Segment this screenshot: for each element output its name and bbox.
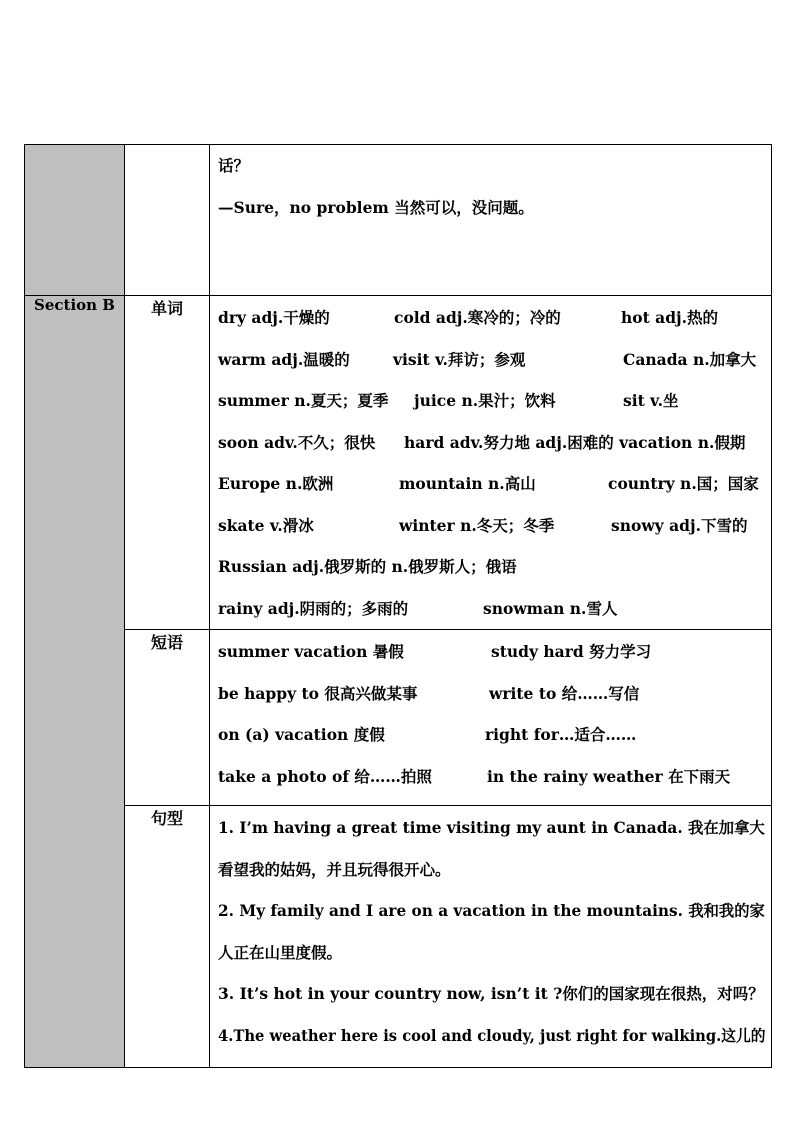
phrases-content-cell (210, 630, 772, 806)
vocab-entry: juice n.果汁；饮料 (414, 391, 556, 410)
sentence-line: 人正在山里度假。 (218, 942, 343, 962)
phrase-entry: in the rainy weather 在下雨天 (487, 766, 731, 786)
sentence-line: 2. My family and I are on a vacation in the mountains. 我和我的家 (218, 901, 765, 920)
vocab-content-cell (210, 296, 772, 630)
vocab-entry: skate v.滑冰 (218, 515, 314, 535)
vocab-entry: warm adj.温暖的 (218, 349, 350, 369)
section-table (24, 144, 772, 1068)
vocab-entry: rainy adj.阴雨的；多雨的 (218, 598, 409, 618)
vocab-entry: Russian adj.俄罗斯的 n.俄罗斯人；俄语 (218, 557, 517, 576)
phrase-entry: summer vacation 暑假 (218, 642, 404, 661)
vocab-entry: Canada n.加拿大 (623, 349, 757, 369)
phrase-line (218, 631, 765, 673)
vocab-entry: Europe n.欧洲 (218, 474, 334, 493)
phrase-line (218, 756, 765, 798)
phrase-entry: on (a) vacation 度假 (218, 725, 385, 744)
vocab-line (218, 297, 765, 339)
sentences-row (25, 806, 772, 1068)
sentence-line: 4.The weather here is cool and cloudy, just right for walking.这儿的 (218, 1025, 766, 1045)
vocab-line (218, 380, 765, 422)
vocab-entry: summer n.夏天；夏季 (218, 391, 389, 410)
sentence-line: 看望我的姑妈，并且玩得很开心。 (218, 859, 451, 879)
vocab-entry: cold adj.寒冷的；冷的 (394, 308, 561, 327)
continuation-row (25, 145, 772, 296)
vocab-label: 单词 (125, 296, 210, 630)
vocab-line (218, 463, 765, 505)
vocab-entry: hot adj.热的 (621, 308, 719, 327)
sentence-line: 3. It’s hot in your country now, isn’t it ?你们的国家现在很热，对吗？ (218, 984, 764, 1003)
vocab-entry: snowman n.雪人 (483, 598, 618, 618)
continuation-content-cell (210, 145, 772, 296)
vocab-entry: hard adv.努力地 adj.困难的 vacation n.假期 (404, 432, 746, 452)
continuation-line: 话？ (218, 156, 250, 175)
section-b-label: Section B (25, 296, 125, 1068)
vocab-entry: snowy adj.下雪的 (611, 515, 748, 535)
vocab-line (218, 339, 765, 381)
vocab-entry: winter n.冬天；冬季 (399, 515, 555, 535)
sentence-line: 1. I’m having a great time visiting my aunt in Canada. 我在加拿大 (218, 818, 765, 837)
vocab-line (218, 588, 765, 630)
continuation-section-cell (25, 145, 125, 296)
continuation-line: —Sure，no problem 当然可以，没问题。 (218, 198, 534, 217)
phrase-entry: study hard 努力学习 (491, 642, 652, 661)
phrase-line (218, 714, 765, 756)
phrase-entry: be happy to 很高兴做某事 (218, 683, 418, 703)
sentences-content-cell (210, 806, 772, 1068)
vocab-entry: country n.国；国家 (608, 474, 759, 493)
continuation-label-cell (125, 145, 210, 296)
vocab-line (218, 546, 765, 588)
vocab-entry: visit v.拜访；参观 (393, 349, 526, 369)
phrases-label: 短语 (125, 630, 210, 806)
phrases-row (25, 630, 772, 806)
sentences-label: 句型 (125, 806, 210, 1068)
vocab-entry: mountain n.高山 (399, 474, 536, 493)
vocab-entry: dry adj.干燥的 (218, 308, 330, 327)
phrase-entry: take a photo of 给……拍照 (218, 766, 432, 786)
vocab-entry: sit v.坐 (623, 391, 679, 410)
vocab-line (218, 422, 765, 464)
phrase-line (218, 673, 765, 715)
vocab-entry: soon adv.不久；很快 (218, 432, 376, 452)
phrase-entry: write to 给……写信 (489, 683, 640, 703)
vocab-row (25, 296, 772, 630)
phrase-entry: right for…适合…… (485, 725, 637, 744)
vocab-line (218, 505, 765, 547)
